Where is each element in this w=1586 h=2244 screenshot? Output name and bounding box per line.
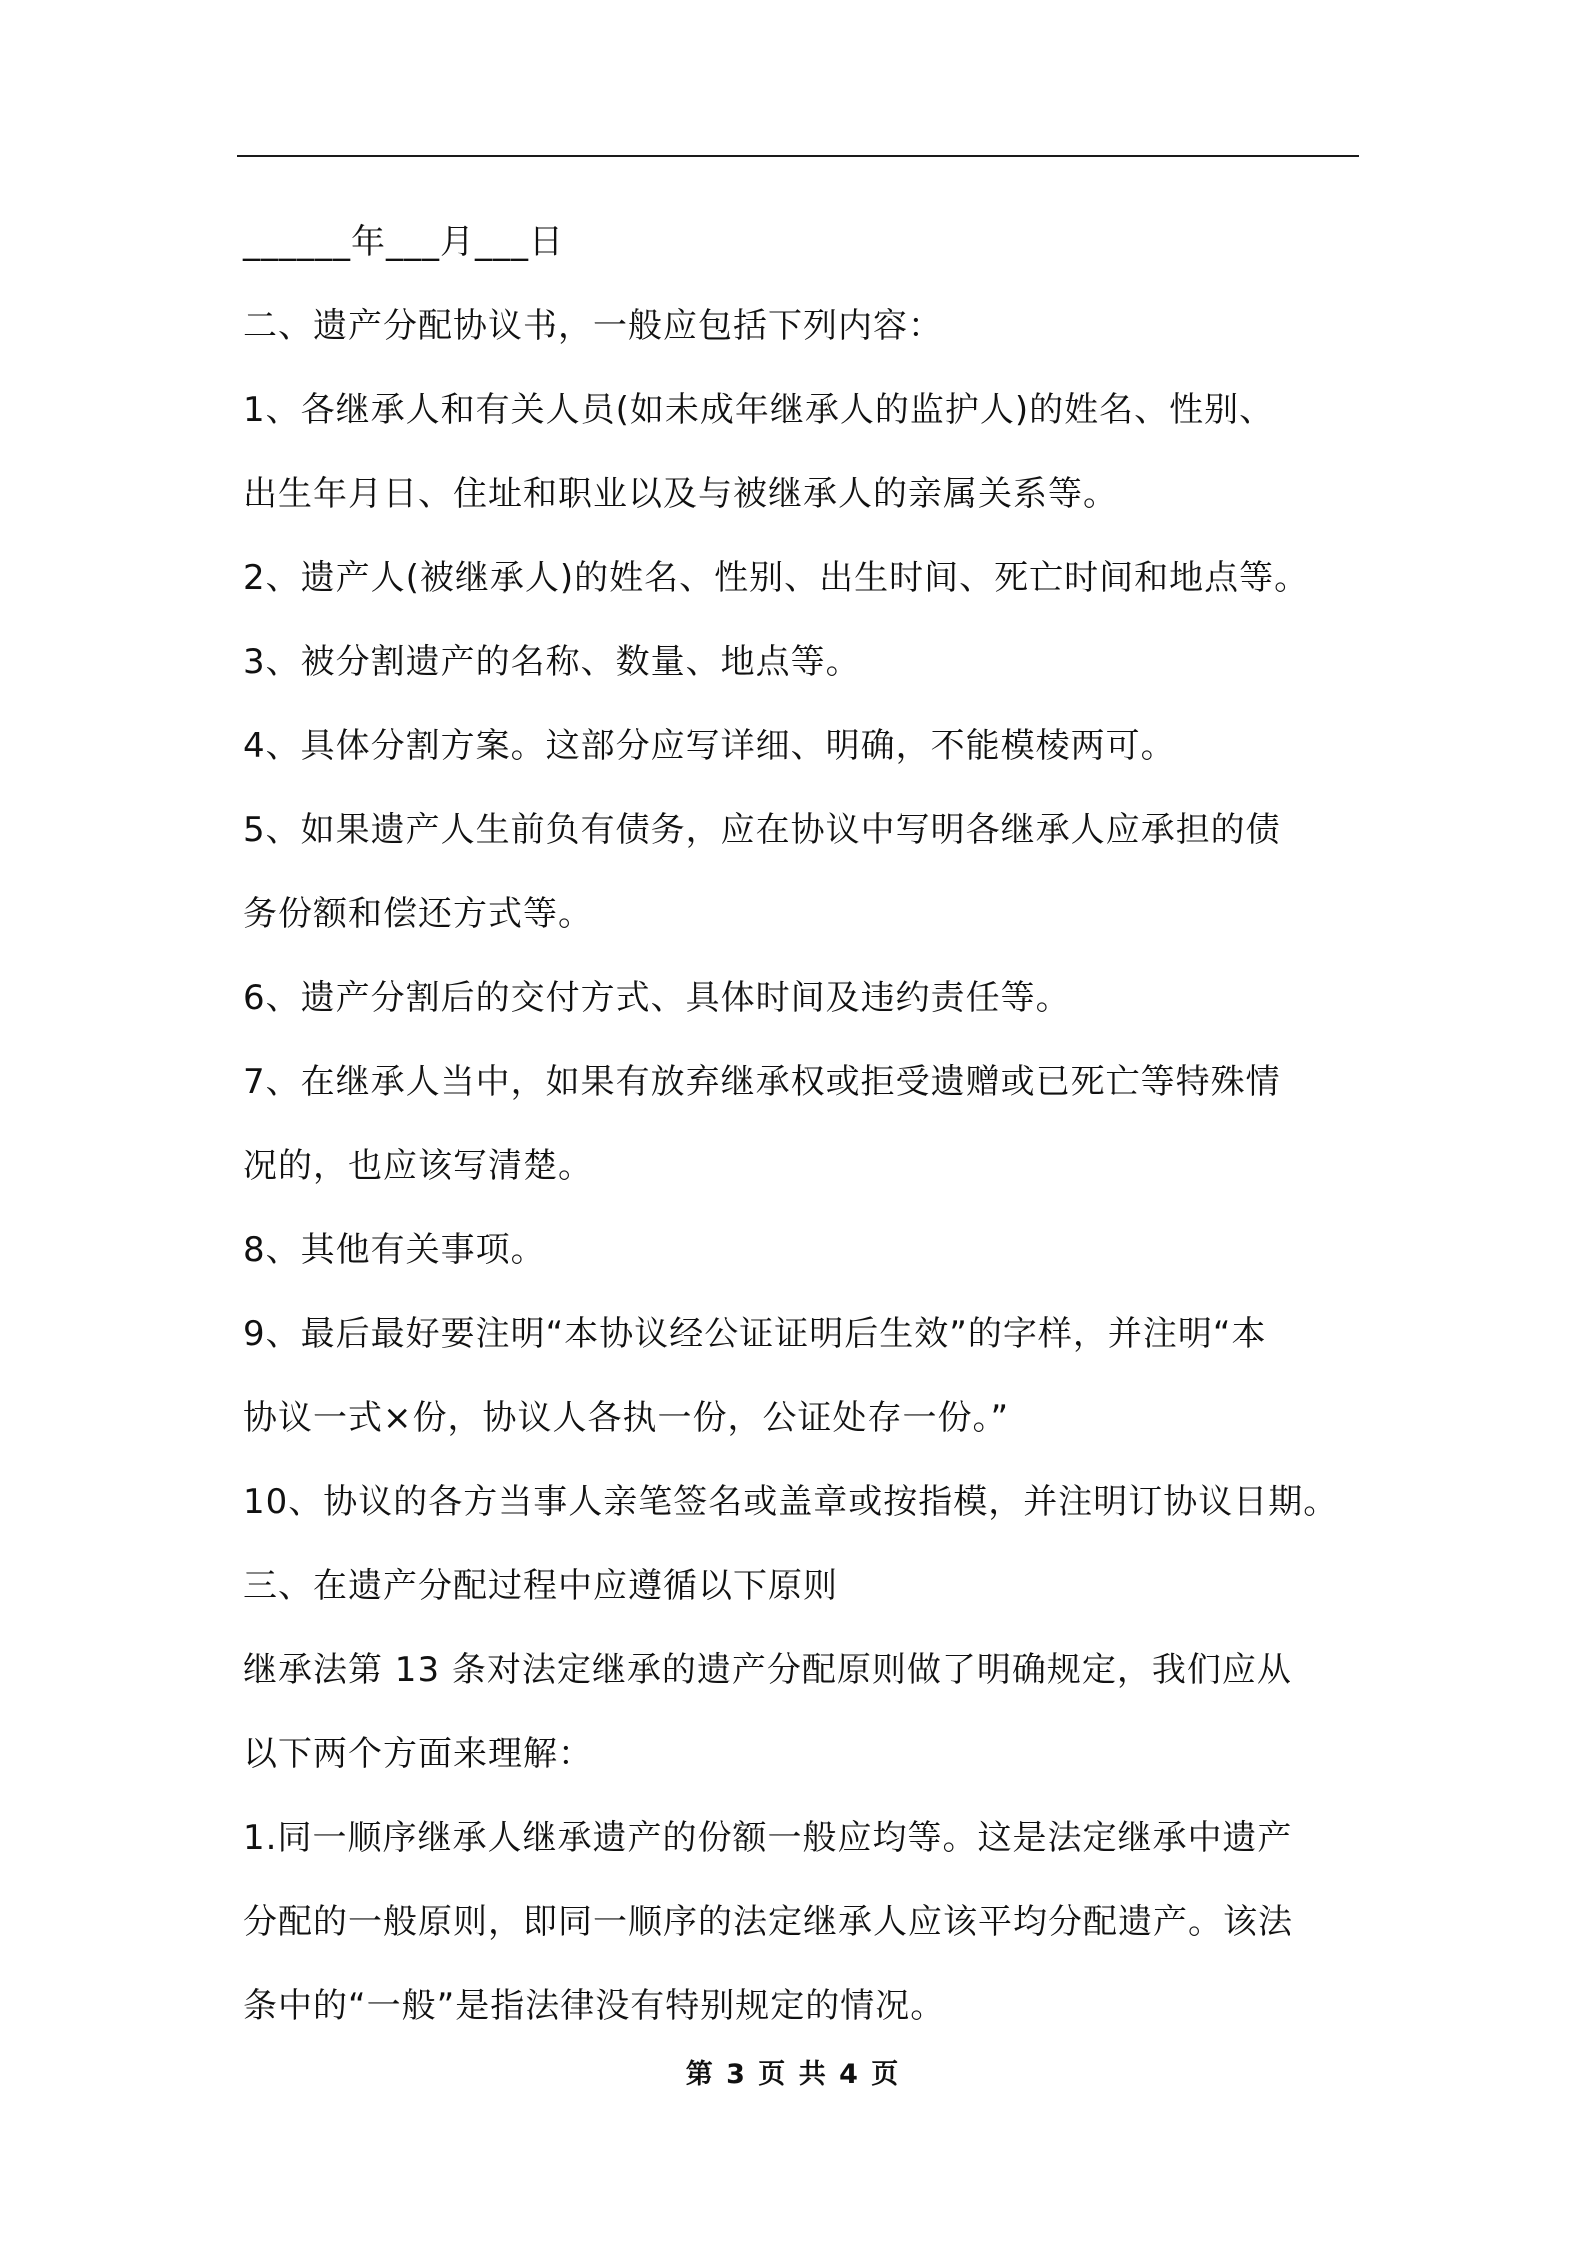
paragraph-line: 1、各继承人和有关人员(如未成年继承人的监护人)的姓名、性别、 — [243, 390, 1275, 430]
paragraph-line: 7、在继承人当中，如果有放弃继承权或拒受遗赠或已死亡等特殊情 — [243, 1062, 1281, 1102]
paragraph-line: 3、被分割遗产的名称、数量、地点等。 — [243, 642, 861, 682]
section-heading-2: 二、遗产分配协议书，一般应包括下列内容： — [243, 306, 943, 346]
paragraph-line: 协议一式×份，协议人各执一份，公证处存一份。” — [243, 1398, 1010, 1438]
paragraph-line: 6、遗产分割后的交付方式、具体时间及违约责任等。 — [243, 978, 1071, 1018]
paragraph-line: 以下两个方面来理解： — [243, 1734, 593, 1774]
header-rule — [237, 155, 1359, 157]
paragraph-line: 条中的“一般”是指法律没有特别规定的情况。 — [243, 1986, 946, 2026]
paragraph-line: 5、如果遗产人生前负有债务，应在协议中写明各继承人应承担的债 — [243, 810, 1281, 850]
paragraph-line: 继承法第 13 条对法定继承的遗产分配原则做了明确规定，我们应从 — [243, 1650, 1292, 1690]
page-number: 第 3 页 共 4 页 — [685, 2059, 901, 2090]
paragraph-line: 分配的一般原则，即同一顺序的法定继承人应该平均分配遗产。该法 — [243, 1902, 1293, 1942]
document-body — [243, 200, 1368, 2048]
paragraph-line: 10、协议的各方当事人亲笔签名或盖章或按指模，并注明订协议日期。 — [243, 1482, 1339, 1522]
section-heading-3: 三、在遗产分配过程中应遵循以下原则 — [243, 1566, 838, 1606]
paragraph-line: 4、具体分割方案。这部分应写详细、明确，不能模棱两可。 — [243, 726, 1176, 766]
paragraph-line: 1.同一顺序继承人继承遗产的份额一般应均等。这是法定继承中遗产 — [243, 1818, 1293, 1858]
paragraph-line: 8、其他有关事项。 — [243, 1230, 546, 1270]
date-line: ______年___月___日 — [243, 222, 564, 262]
paragraph-line: 况的，也应该写清楚。 — [243, 1146, 593, 1186]
paragraph-line: 务份额和偿还方式等。 — [243, 894, 593, 934]
paragraph-line: 9、最后最好要注明“本协议经公证证明后生效”的字样，并注明“本 — [243, 1314, 1267, 1354]
paragraph-line: 2、遗产人(被继承人)的姓名、性别、出生时间、死亡时间和地点等。 — [243, 558, 1310, 598]
paragraph-line: 出生年月日、住址和职业以及与被继承人的亲属关系等。 — [243, 474, 1118, 514]
